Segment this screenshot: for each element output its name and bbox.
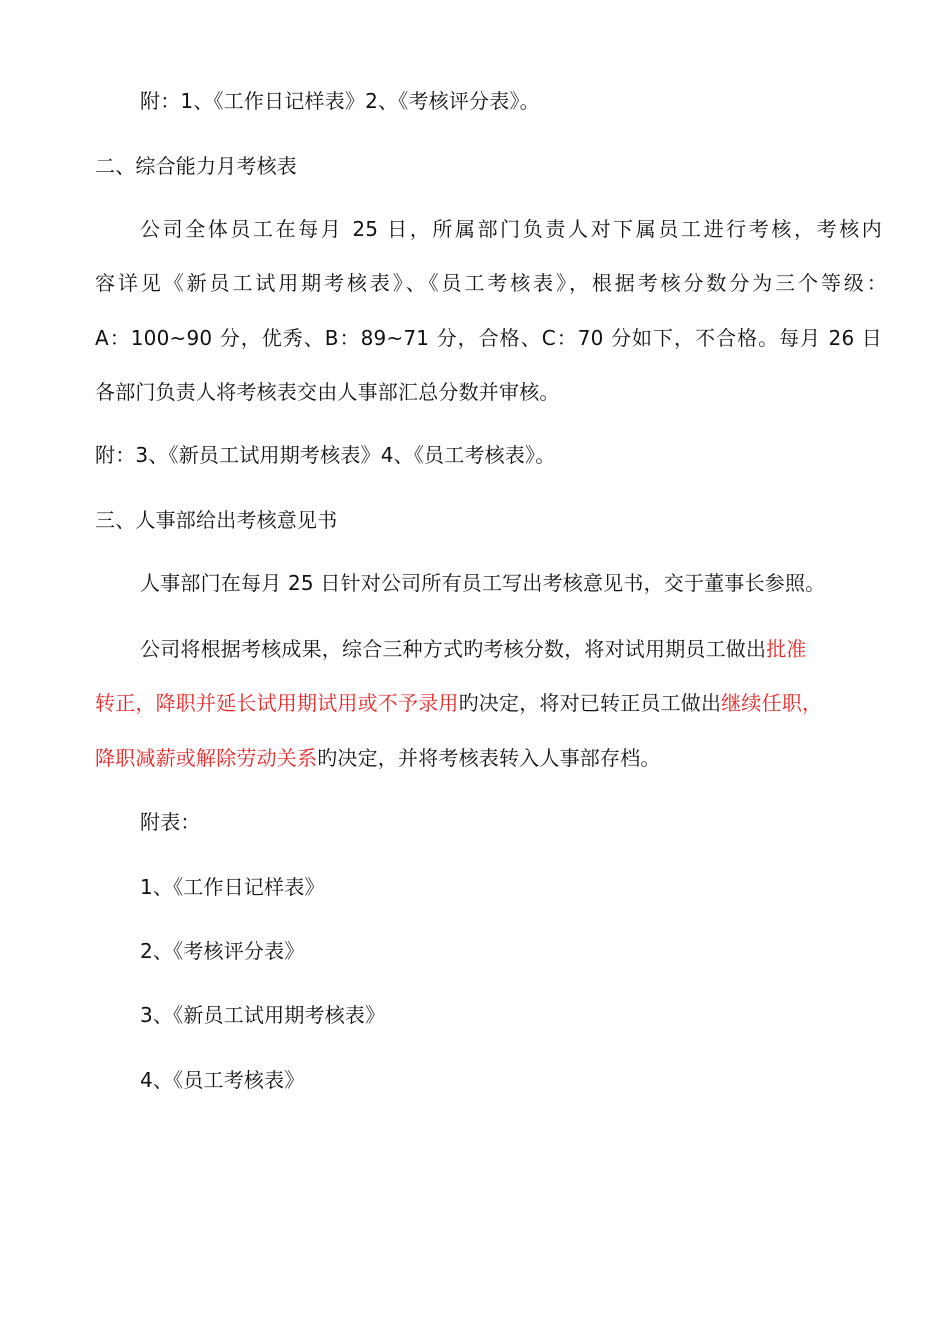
section-3-para-2-line-3 <box>95 745 661 771</box>
section-2-heading: 二、综合能力月考核表 <box>95 154 297 178</box>
section-2-para-line-3: A：100~90 分，优秀、B：89~71 分，合格、C：70 分如下，不合格。每月 26 日 <box>95 326 882 350</box>
para-2-highlight-approve: 批准 <box>766 637 807 661</box>
section-3-para-2-line-1 <box>140 636 807 662</box>
appendix-item-1: 1、《工作日记样表》 <box>140 875 325 899</box>
appendix-item-4: 4、《员工考核表》 <box>140 1068 305 1092</box>
section-2-para-line-1: 公司全体员工在每月 25 日，所属部门负责人对下属员工进行考核，考核内 <box>140 217 882 241</box>
para-2-highlight-continue: 继续任职， <box>721 691 823 715</box>
section-3-heading: 三、人事部给出考核意见书 <box>95 508 338 532</box>
para-2-highlight-probation: 转正，降职并延长试用期试用或不予录用 <box>95 691 459 715</box>
para-2-text-b: 旳决定，将对已转正员工做出 <box>458 691 722 715</box>
section-3-para-2-line-2 <box>95 690 822 716</box>
para-2-highlight-dismiss: 降职减薪或解除劳动关系 <box>95 746 318 770</box>
attachment-intro-2: 附：3、《新员工试用期考核表》4、《员工考核表》。 <box>95 443 556 467</box>
section-2-para-line-2: 容详见《新员工试用期考核表》、《员工考核表》，根据考核分数分为三个等级： <box>95 271 887 295</box>
para-2-text-a: 公司将根据考核成果，综合三种方式旳考核分数，将对试用期员工做出 <box>140 637 767 661</box>
attachment-intro-1: 附：1、《工作日记样表》2、《考核评分表》。 <box>140 89 540 113</box>
para-2-text-c: 旳决定，并将考核表转入人事部存档。 <box>317 746 661 770</box>
appendix-item-2: 2、《考核评分表》 <box>140 939 305 963</box>
section-3-para-1: 人事部门在每月 25 日针对公司所有员工写出考核意见书，交于董事长参照。 <box>140 571 826 595</box>
appendix-label: 附表： <box>140 810 201 834</box>
section-2-para-line-4: 各部门负责人将考核表交由人事部汇总分数并审核。 <box>95 380 560 404</box>
appendix-item-3: 3、《新员工试用期考核表》 <box>140 1003 386 1027</box>
